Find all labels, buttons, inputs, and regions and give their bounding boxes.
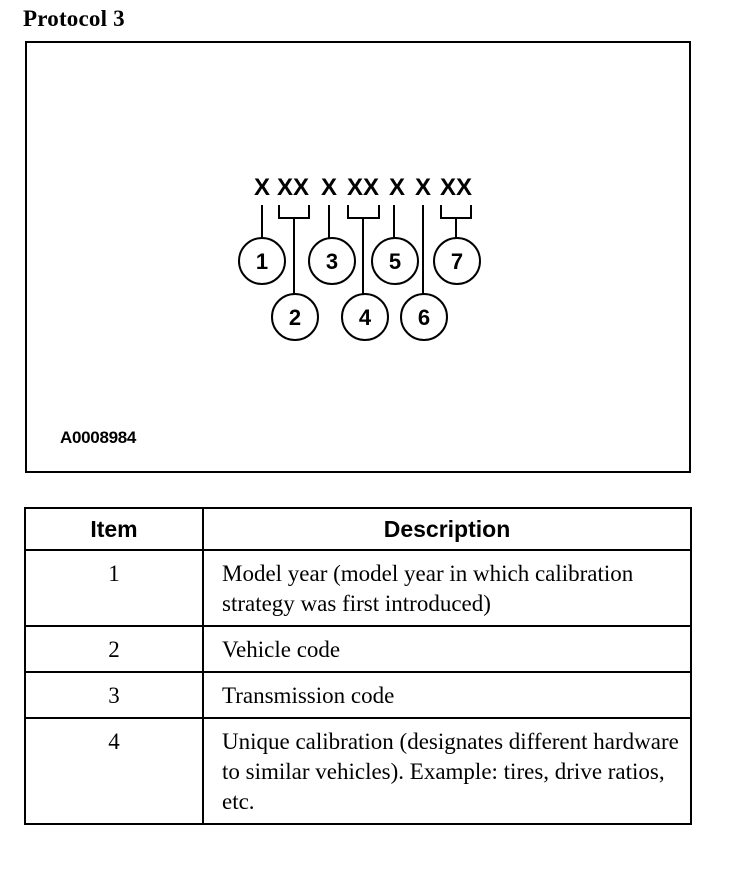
callout-label-4: 4 xyxy=(358,305,372,330)
item-description: Unique calibration (designates different hardware to similar vehicles). Example: tires, drive ratios, etc. xyxy=(203,718,691,824)
item-description: Transmission code xyxy=(203,672,691,718)
code-segment-6: X xyxy=(414,174,432,201)
item-number: 4 xyxy=(25,718,203,824)
bracket-7 xyxy=(441,205,471,218)
callout-label-2: 2 xyxy=(288,305,302,330)
item-description-table xyxy=(24,507,692,825)
diagram-canvas xyxy=(27,43,689,471)
code-segment-3: X xyxy=(320,174,338,201)
table-row xyxy=(25,672,691,718)
header-item: Item xyxy=(25,508,203,550)
callout-label-1: 1 xyxy=(255,249,269,274)
item-description: Vehicle code xyxy=(203,626,691,672)
page-title: Protocol 3 xyxy=(23,6,125,31)
item-number: 1 xyxy=(25,550,203,626)
item-number: 2 xyxy=(25,626,203,672)
item-number: 3 xyxy=(25,672,203,718)
protocol-diagram xyxy=(25,41,691,473)
code-segment-7: XX xyxy=(439,174,473,201)
table-header-row xyxy=(25,508,691,550)
callout-label-6: 6 xyxy=(417,305,431,330)
code-segment-5: X xyxy=(388,174,406,201)
table-row xyxy=(25,718,691,824)
callout-label-7: 7 xyxy=(450,249,464,274)
figure-id: A0008984 xyxy=(60,428,137,447)
bracket-4 xyxy=(348,205,379,218)
code-segment-2: XX xyxy=(276,174,310,201)
item-description: Model year (model year in which calibration strategy was first introduced) xyxy=(203,550,691,626)
callout-label-5: 5 xyxy=(388,249,402,274)
header-description: Description xyxy=(203,508,691,550)
code-segment-4: XX xyxy=(346,174,380,201)
callout-label-3: 3 xyxy=(325,249,339,274)
bracket-2 xyxy=(279,205,309,218)
code-segment-1: X xyxy=(253,174,271,201)
table-row xyxy=(25,626,691,672)
table-row xyxy=(25,550,691,626)
